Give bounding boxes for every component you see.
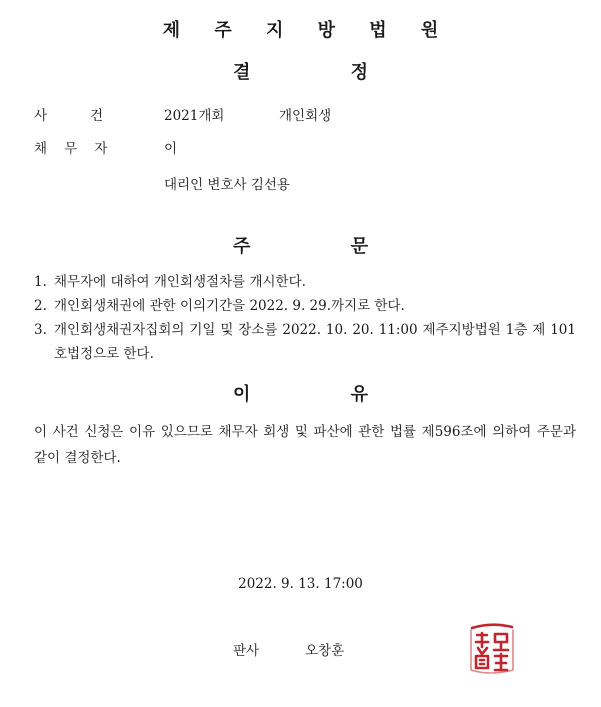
order-item xyxy=(34,270,576,294)
judge-name: 오창훈 xyxy=(305,643,345,659)
document-type-heading: 결 정 xyxy=(232,62,369,83)
case-type: 개인회생 xyxy=(279,108,332,124)
case-number: 2021개회 xyxy=(164,108,225,124)
reason-heading: 이 유 xyxy=(232,384,369,405)
order-item xyxy=(34,294,576,318)
order-number: 2. xyxy=(34,298,47,314)
debtor-agent: 대리인 변호사 김선용 xyxy=(164,177,290,193)
court-name: 제 주 지 방 법 원 xyxy=(162,20,453,41)
decision-date: 2022. 9. 13. 17:00 xyxy=(238,576,363,592)
debtor-name: 이 xyxy=(164,141,178,157)
debtor-label: 채 무 자 xyxy=(34,141,108,157)
order-list xyxy=(34,270,576,366)
order-text: 개인회생채권에 관한 이의기간을 2022. 9. 29.까지로 한다. xyxy=(54,298,405,314)
case-label: 사 건 xyxy=(34,108,103,124)
order-number: 3. xyxy=(34,322,47,338)
order-item xyxy=(34,318,576,366)
order-text: 채무자에 대하여 개인회생절차를 개시한다. xyxy=(54,274,306,290)
judge-seal-icon xyxy=(466,620,518,678)
order-number: 1. xyxy=(34,274,47,290)
order-heading: 주 문 xyxy=(232,236,369,257)
judge-label: 판사 xyxy=(233,643,260,659)
order-text: 개인회생채권자집회의 기일 및 장소를 2022. 10. 20. 11:00 제주지방법원 1층 제 101호법정으로 한다. xyxy=(54,322,576,362)
reason-text: 이 사건 신청은 이유 있으므로 채무자 회생 및 파산에 관한 법률 제596조에 의하여 주문과 같이 결정한다. xyxy=(34,424,576,466)
